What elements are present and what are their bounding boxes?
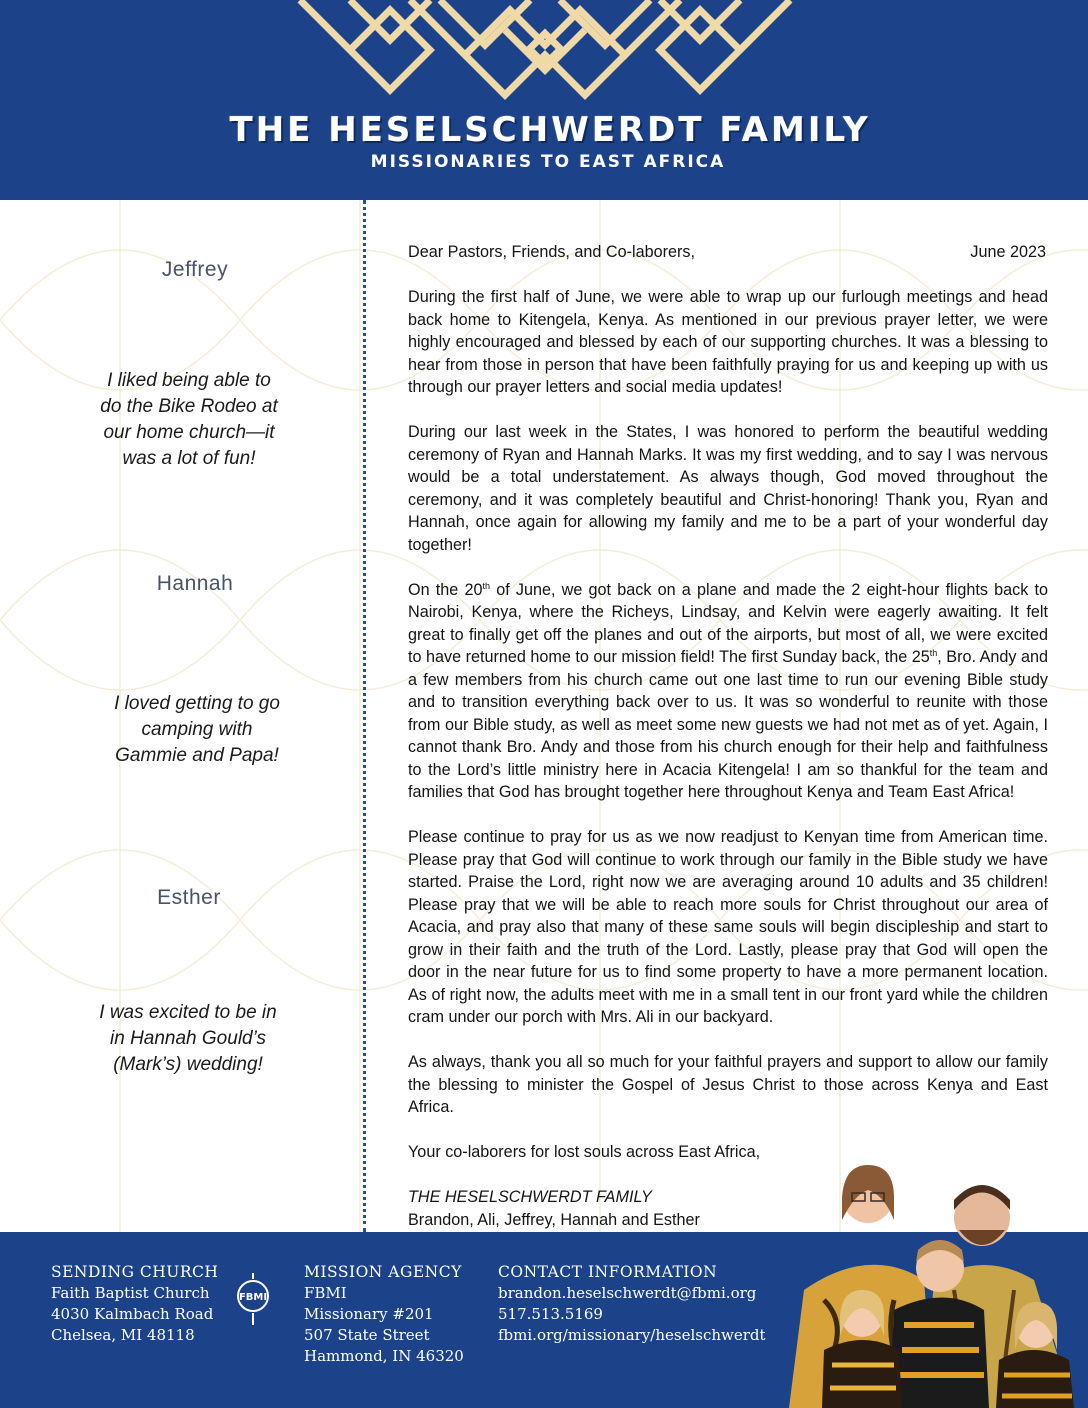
paragraph (408, 579, 1048, 804)
quote-line: I was excited to be in (99, 1002, 277, 1023)
child-name-jeffrey: Jeffrey (161, 258, 229, 281)
paragraph: During the first half of June, we were able to wrap up our furlough meetings and head back home to Kitengela, Kenya. As mentioned in our previous prayer letter, we were highly encouraged and blessed by each of our supporting churches. It was a blessing to hear from those in person that have been faithfully praying for us and keeping up with us through our prayer letters and social media updates! (408, 288, 1048, 396)
quote-line: Gammie and Papa! (115, 745, 279, 766)
sending-church-block (51, 1262, 218, 1346)
quote-line: camping with (141, 719, 253, 740)
quote-line: I loved getting to go (114, 693, 280, 714)
child-quote-jeffrey (89, 368, 289, 472)
child-quote-esther (88, 1000, 288, 1078)
contact-block (498, 1262, 766, 1346)
signature-family: THE HESELSCHWERDT FAMILY (408, 1188, 652, 1206)
section-heading: CONTACT INFORMATION (498, 1263, 718, 1281)
paragraph: Please continue to pray for us as we now readjust to Kenyan time from American time. Please pray that God will continue to work through our family in the Bible study we have started. Praise the Lord, right now we are averaging around 10 adults and 35 children! Please pray that we will be able to reach more souls for Christ throughout our area of Acacia, and pray also that many of these same souls will begin discipleship and start to grow in their faith and the truth of the Lord. Lastly, please pray that God will open the door in the near future for us to find some property to have a more permanent location. As of right now, the adults meet with me in a small tent in our front yard while the children cram under our porch with Mrs. Ali in our backyard. (408, 828, 1048, 1026)
quote-line: do the Bike Rodeo at (100, 396, 278, 417)
letter-date: June 2023 (970, 243, 1046, 261)
gold-knot-ornament-icon (290, 0, 800, 100)
closing: Your co-laborers for lost souls across East Africa, (408, 1143, 761, 1161)
letter-body (408, 241, 1048, 1254)
footer-line: 4030 Kalmbach Road (51, 1305, 214, 1323)
contact-website[interactable]: fbmi.org/missionary/heselschwerdt (498, 1326, 766, 1344)
child-quote-hannah (97, 691, 297, 769)
text-run: of June, we got back on a plane and made the 2 eight-hour flights back to Nairobi, Kenya, where the Richeys, Lindsay, and Kelvin were eagerly awaiting. It felt great to finally get off the planes and out of the airports, but most of all, we were excited to have returned home to our mission field! The first Sunday back, the 25 (408, 580, 1048, 666)
salutation: Dear Pastors, Friends, and Co-laborers, (408, 243, 695, 261)
superscript: th (929, 648, 938, 658)
quote-line: our home church—it (103, 422, 275, 443)
superscript: th (482, 580, 490, 591)
quote-line: in Hannah Gould’s (110, 1028, 266, 1049)
footer-line: Faith Baptist Church (51, 1284, 210, 1302)
child-name-esther: Esther (157, 886, 221, 909)
section-heading: SENDING CHURCH (51, 1263, 219, 1281)
header-banner (0, 0, 1088, 200)
child-name-hannah: Hannah (156, 572, 234, 595)
signature-names: Brandon, Ali, Jeffrey, Hannah and Esther (408, 1210, 700, 1229)
footer-line: Missionary #201 (304, 1305, 434, 1323)
fbmi-logo-icon (236, 1270, 270, 1326)
paragraph: During our last week in the States, I was honored to perform the beautiful wedding ceremony of Ryan and Hannah Marks. It was my first wedding, and to say I was nervous would be a total understatement. As always though, God moved throughout the ceremony, and it was completely beautiful and Christ-honoring! Thank you, Ryan and Hannah, once again for allowing my family and me to be a part of your wonderful day together! (408, 423, 1048, 554)
paragraph: As always, thank you all so much for your faithful prayers and support to allow our family the blessing to minister the Gospel of Jesus Christ to those across Kenya and East Africa. (408, 1053, 1048, 1116)
footer-line: 507 State Street (304, 1326, 430, 1344)
family-photo (784, 1150, 1088, 1408)
quote-line: (Mark’s) wedding! (113, 1054, 263, 1075)
footer-line: Chelsea, MI 48118 (51, 1326, 195, 1344)
section-heading: MISSION AGENCY (304, 1263, 462, 1281)
letter-greeting-row (408, 241, 1048, 264)
quote-line: was a lot of fun! (122, 448, 256, 469)
dotted-divider (363, 200, 366, 1232)
footer-line: FBMI (304, 1284, 347, 1302)
page-subtitle: MISSIONARIES TO EAST AFRICA (370, 152, 726, 172)
footer-line: Hammond, IN 46320 (304, 1347, 464, 1365)
contact-email[interactable]: brandon.heselschwerdt@fbmi.org (498, 1284, 757, 1302)
mission-agency-block (304, 1262, 464, 1367)
text-run: On the 20 (408, 580, 483, 599)
logo-text: FBMI (238, 1292, 268, 1303)
quote-line: I liked being able to (107, 370, 271, 391)
contact-phone[interactable]: 517.513.5169 (498, 1305, 603, 1323)
text-run: , Bro. Andy and a few members from his church came out one last time to run our evening Bible study and to transition everything back over to us. It was so wonderful to reunite with those from our Bible study, as well as meet some new guests we had not met as of yet. Again, I cannot thank Bro. Andy and those from his church enough for their help and faithfulness to the Lord’s little ministry here in Acacia Kitengela! I am so thankful for the team and families that God has brought together here throughout Kenya and Team East Africa! (408, 648, 1048, 801)
page-title: THE HESELSCHWERDT FAMILY (229, 110, 871, 150)
